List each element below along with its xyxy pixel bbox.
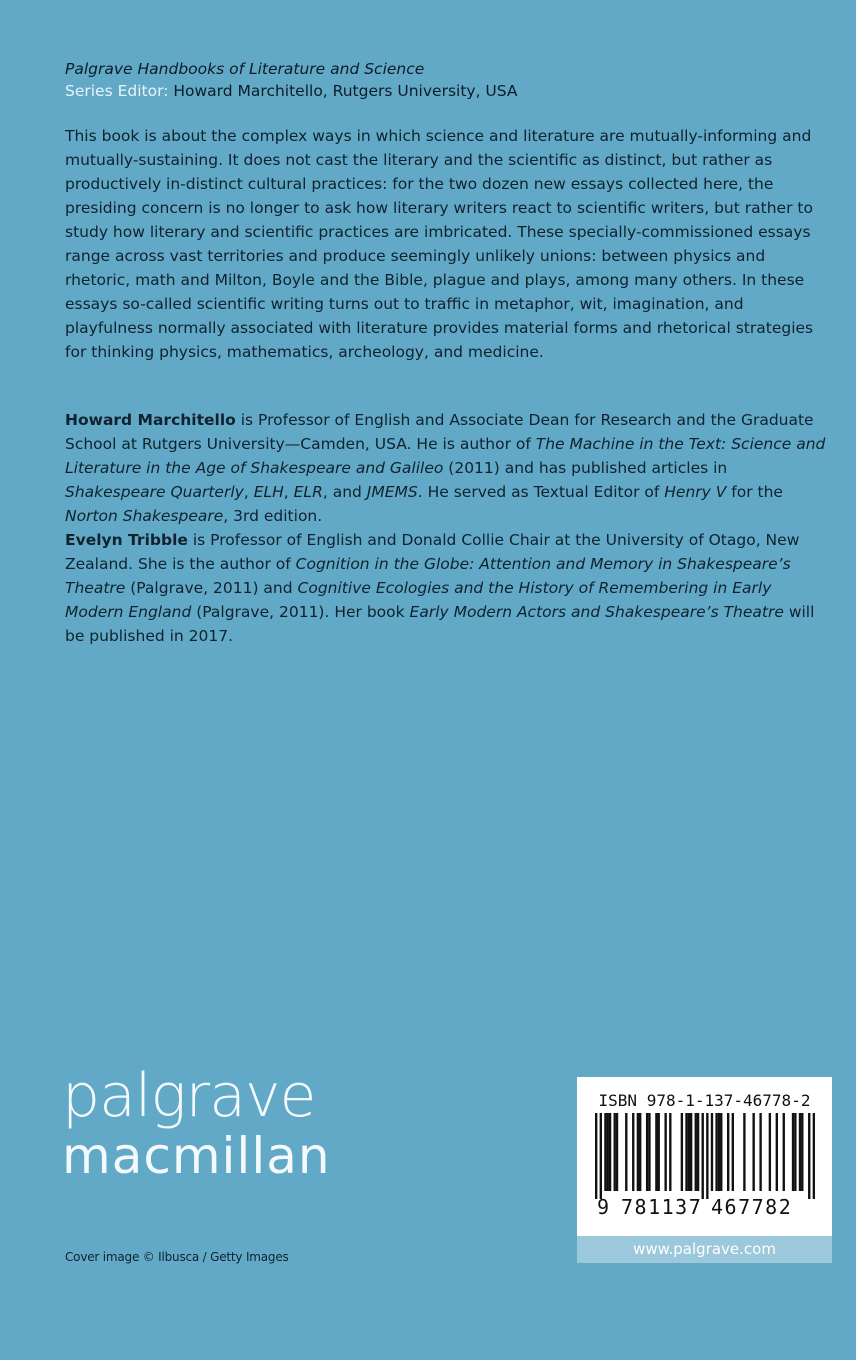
barcode-bar [681, 1113, 683, 1191]
journal-title: ELR [293, 483, 323, 501]
barcode-bar [646, 1113, 648, 1191]
bio-text: . He served as Textual Editor of [417, 483, 665, 501]
isbn-barcode [577, 1077, 832, 1236]
bio-text: for the [726, 483, 783, 501]
author-bio-marchitello [65, 408, 831, 528]
barcode-bar [604, 1113, 606, 1191]
bio-text: , [283, 483, 294, 501]
barcode-bar [637, 1113, 639, 1191]
journal-title: Shakespeare Quarterly [65, 483, 244, 501]
series-title: Palgrave Handbooks of Literature and Science [65, 60, 425, 78]
logo-palgrave: palgrave [62, 1061, 316, 1131]
bio-text: will be published in 2017. [65, 603, 815, 645]
book-title: Cognitive Ecologies and the History of Remembering in Early Modern England [65, 579, 772, 621]
barcode-bar [792, 1113, 794, 1191]
book-title: Early Modern Actors and Shakespeare’s Theatre [409, 603, 784, 621]
barcode-digits-right: 467782 [711, 1195, 793, 1219]
isbn-label: ISBN 978-1-137-46778-2 [598, 1091, 811, 1110]
bio-text: , and [322, 483, 367, 501]
book-title: Cognition in the Globe: Attention and Memory in Shakespeare’s Theatre [65, 555, 791, 597]
edition-title: Norton Shakespeare [65, 507, 224, 525]
barcode-bar [702, 1113, 704, 1199]
logo-macmillan: macmillan [62, 1127, 331, 1185]
barcode-bar [609, 1113, 611, 1191]
series-editor-line [65, 80, 825, 102]
barcode-bar [690, 1113, 692, 1191]
barcode-bar [718, 1113, 720, 1191]
barcode-bar [799, 1113, 801, 1191]
barcode-bar [813, 1113, 815, 1199]
barcode-bar [658, 1113, 660, 1191]
barcode-bar [632, 1113, 634, 1191]
barcode-bar [715, 1113, 717, 1191]
barcode-digit-first: 9 [597, 1195, 610, 1219]
bio-text: (2011) and has published articles in [443, 459, 728, 477]
barcode-digits-left: 781137 [621, 1195, 703, 1219]
barcode-bar [614, 1113, 616, 1191]
barcode-bar [607, 1113, 609, 1191]
barcode-bar [801, 1113, 803, 1191]
barcode-bar [759, 1113, 761, 1191]
book-description: This book is about the complex ways in which science and literature are mutually-informing and mutually-sustaining. It does not cast the literary and the scientific as distinct, but rather as productively in-distinct cultural practices: for the two dozen new essays collected here, the presiding concern is no longer to ask how literary writers react to scientific writers, but rather to study how literary and scientific practices are imbricated. These specially-commissioned essays range across vast territories and produce seemingly unlikely unions: between physics and rhetoric, math and Milton, Boyle and the Bible, plague and plays, among many others. In these essays so-called scientific writing turns out to traffic in metaphor, wit, imagination, and playfulness normally associated with literature provides material forms and rhetorical strategies for thinking physics, mathematics, archeology, and medicine. [65, 127, 814, 361]
journal-title: JMEMS [366, 483, 418, 501]
series-editor-name: Howard Marchitello, Rutgers University, USA [173, 82, 518, 100]
bio-text: is Professor of English and Donald Collie Chair at the University of Otago, New Zealand. She is the author of [65, 531, 800, 573]
publisher-logo [62, 1061, 331, 1185]
series-info [65, 58, 825, 102]
barcode-bar [727, 1113, 729, 1191]
barcode-bar [669, 1113, 671, 1191]
barcode-bar [685, 1113, 687, 1191]
barcode-bar [720, 1113, 722, 1191]
barcode-bar [639, 1113, 641, 1191]
barcode-bar [595, 1113, 597, 1199]
bio-text: (Palgrave, 2011) and [125, 579, 298, 597]
journal-title: ELH [253, 483, 284, 501]
publisher-url[interactable]: www.palgrave.com [577, 1236, 832, 1263]
cover-image-credit: Cover image © Ilbusca / Getty Images [65, 1250, 289, 1264]
barcode-bar [600, 1113, 602, 1199]
bio-text: (Palgrave, 2011). Her book [191, 603, 410, 621]
bio-text: , [243, 483, 254, 501]
barcode-bar [695, 1113, 697, 1191]
barcode-bar [794, 1113, 796, 1191]
barcode-bar [706, 1113, 708, 1199]
barcode-bar [711, 1113, 713, 1191]
author-name: Howard Marchitello [65, 411, 236, 429]
barcode-bar [743, 1113, 745, 1191]
bio-text: , 3rd edition. [223, 507, 323, 525]
barcode-bar [655, 1113, 657, 1191]
series-editor-label: Series Editor: [65, 82, 169, 100]
barcode-bar [697, 1113, 699, 1191]
barcode-bar [776, 1113, 778, 1191]
barcode-bar [732, 1113, 734, 1191]
barcode-bar [769, 1113, 771, 1191]
barcode-bar [625, 1113, 627, 1191]
barcode-bar [648, 1113, 650, 1191]
book-title: The Machine in the Text: Science and Literature in the Age of Shakespeare and Galileo [65, 435, 826, 477]
bio-text: is Professor of English and Associate Dean for Research and the Graduate School at Rutgers University—Camden, USA. He is author of [65, 411, 814, 453]
barcode-bar [664, 1113, 666, 1191]
play-title: Henry V [664, 483, 727, 501]
barcode-bar [808, 1113, 810, 1199]
author-name: Evelyn Tribble [65, 531, 188, 549]
barcode-bar [752, 1113, 754, 1191]
barcode-bars [595, 1113, 815, 1199]
author-bio-tribble [65, 528, 831, 648]
barcode-bar [688, 1113, 690, 1191]
barcode-bar [783, 1113, 785, 1191]
barcode-bar [616, 1113, 618, 1191]
